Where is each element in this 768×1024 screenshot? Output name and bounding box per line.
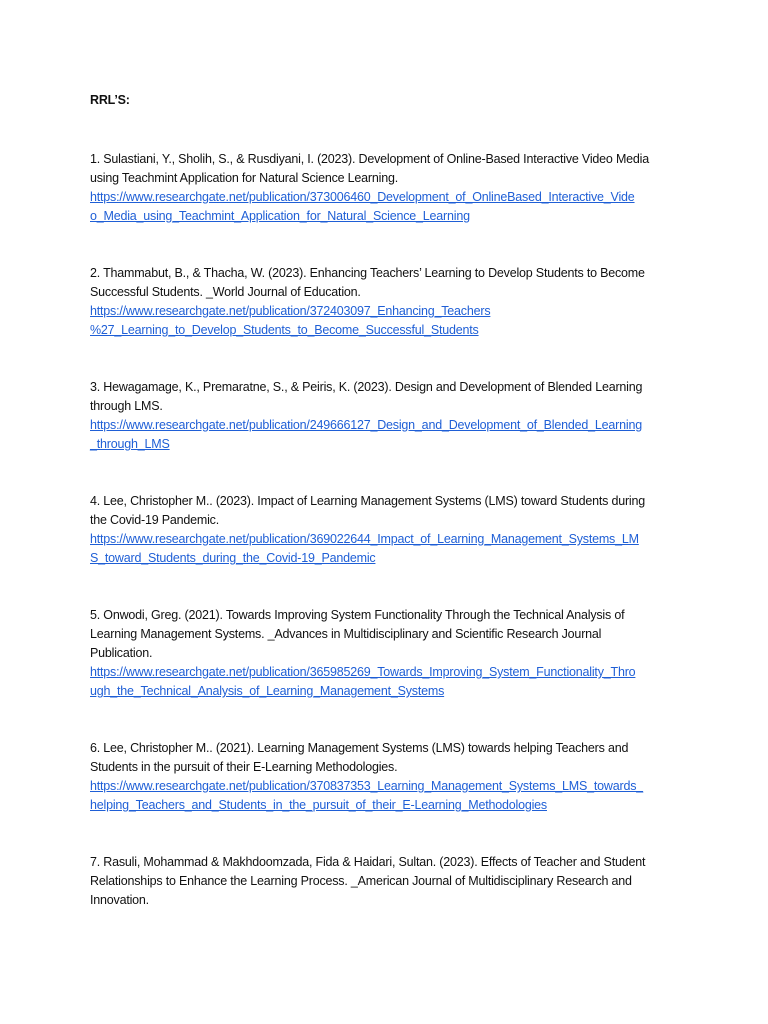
reference-citation-line: Students in the pursuit of their E-Learning Methodologies. [90, 760, 398, 774]
reference-entry [90, 606, 682, 701]
reference-citation-line: Learning Management Systems. _Advances in Multidisciplinary and Scientific Research Journal [90, 627, 602, 641]
reference-citation-line: through LMS. [90, 399, 163, 413]
reference-citation-line: 1. Sulastiani, Y., Sholih, S., & Rusdiyani, I. (2023). Development of Online-Based Interactive Video Media [90, 152, 649, 166]
reference-link[interactable]: o_Media_using_Teachmint_Application_for_Natural_Science_Learning [90, 209, 470, 223]
reference-link[interactable]: https://www.researchgate.net/publication/373006460_Development_of_OnlineBased_Interactive_Vide [90, 190, 635, 204]
reference-citation-line: Publication. [90, 646, 153, 660]
reference-link[interactable]: S_toward_Students_during_the_Covid-19_Pandemic [90, 551, 376, 565]
reference-citation-line: Innovation. [90, 893, 149, 907]
reference-entry [90, 378, 682, 454]
reference-entry [90, 739, 682, 815]
reference-list [90, 150, 682, 948]
reference-citation-line: 6. Lee, Christopher M.. (2021). Learning Management Systems (LMS) towards helping Teachers and [90, 741, 629, 755]
reference-citation-line: the Covid-19 Pandemic. [90, 513, 220, 527]
reference-entry [90, 264, 682, 340]
reference-link[interactable]: helping_Teachers_and_Students_in_the_pursuit_of_their_E-Learning_Methodologies [90, 798, 547, 812]
reference-link[interactable]: https://www.researchgate.net/publication/370837353_Learning_Management_Systems_LMS_towards_ [90, 779, 643, 793]
reference-citation-line: using Teachmint Application for Natural Science Learning. [90, 171, 399, 185]
reference-link[interactable]: _through_LMS [90, 437, 170, 451]
reference-citation-line: 4. Lee, Christopher M.. (2023). Impact of Learning Management Systems (LMS) toward Students during [90, 494, 645, 508]
reference-entry [90, 492, 682, 568]
reference-citation-line: Successful Students. _World Journal of Education. [90, 285, 361, 299]
reference-entry [90, 853, 682, 910]
reference-link[interactable]: https://www.researchgate.net/publication/365985269_Towards_Improving_System_Functionality_Thro [90, 665, 636, 679]
reference-link[interactable]: https://www.researchgate.net/publication/249666127_Design_and_Development_of_Blended_Learning [90, 418, 642, 432]
document-heading: RRL’S: [90, 93, 130, 107]
reference-link[interactable]: %27_Learning_to_Develop_Students_to_Become_Successful_Students [90, 323, 479, 337]
reference-citation-line: 7. Rasuli, Mohammad & Makhdoomzada, Fida & Haidari, Sultan. (2023). Effects of Teacher and Student [90, 855, 646, 869]
reference-citation-line: Relationships to Enhance the Learning Process. _American Journal of Multidisciplinary Research and [90, 874, 632, 888]
document-page [90, 0, 682, 1024]
reference-citation-line: 3. Hewagamage, K., Premaratne, S., & Peiris, K. (2023). Design and Development of Blended Learning [90, 380, 643, 394]
reference-citation-line: 2. Thammabut, B., & Thacha, W. (2023). Enhancing Teachers’ Learning to Develop Students to Become [90, 266, 645, 280]
reference-link[interactable]: https://www.researchgate.net/publication/372403097_Enhancing_Teachers [90, 304, 491, 318]
reference-citation-line: 5. Onwodi, Greg. (2021). Towards Improving System Functionality Through the Technical Analysis of [90, 608, 625, 622]
reference-link[interactable]: ugh_the_Technical_Analysis_of_Learning_Management_Systems [90, 684, 445, 698]
reference-entry [90, 150, 682, 226]
reference-link[interactable]: https://www.researchgate.net/publication/369022644_Impact_of_Learning_Management_Systems_LM [90, 532, 639, 546]
